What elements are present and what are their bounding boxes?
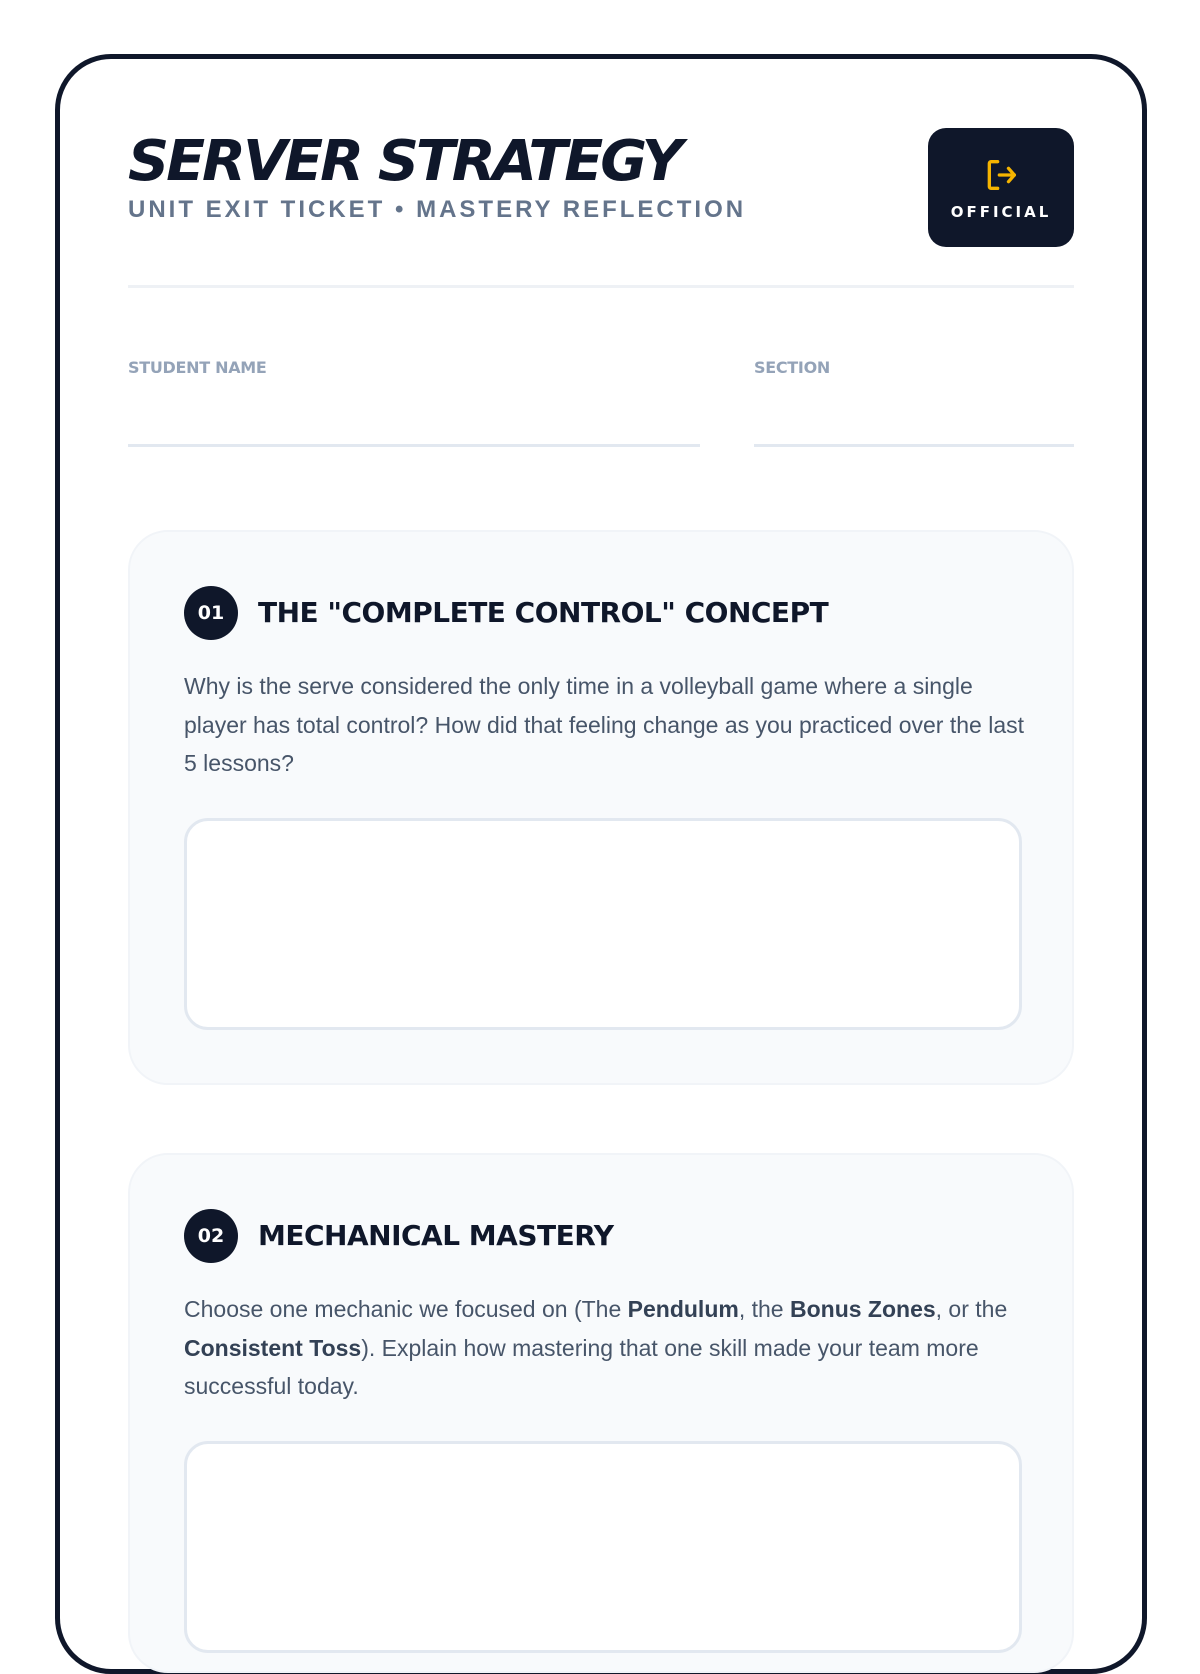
question-number-badge: 01 — [184, 586, 238, 640]
answer-box-2[interactable] — [184, 1441, 1022, 1653]
question-number-badge: 02 — [184, 1209, 238, 1263]
page-title: SERVER STRATEGY — [128, 129, 681, 194]
page-subtitle: UNIT EXIT TICKET • MASTERY REFLECTION — [128, 196, 747, 223]
badge-label: OFFICIAL — [950, 202, 1052, 221]
prompt-text: , or the — [935, 1296, 1008, 1322]
answer-box-1[interactable] — [184, 818, 1022, 1030]
question-prompt: Why is the serve considered the only time in a volleyball game where a single player has total control? How did that feeling change as you practiced over the last 5 lessons? — [184, 673, 1024, 776]
question-title: MECHANICAL MASTERY — [258, 1219, 614, 1252]
student-name-input[interactable] — [128, 444, 700, 447]
prompt-text: ). Explain how mastering that one skill made your team more successful today. — [184, 1334, 979, 1399]
section-label: SECTION — [754, 358, 830, 377]
prompt-emphasis-pendulum: Pendulum — [627, 1296, 739, 1322]
question-title: THE "COMPLETE CONTROL" CONCEPT — [258, 596, 829, 629]
student-name-label: STUDENT NAME — [128, 358, 267, 377]
prompt-emphasis-bonus-zones: Bonus Zones — [789, 1296, 936, 1322]
ticket-header — [128, 128, 1074, 288]
prompt-emphasis-consistent-toss: Consistent Toss — [184, 1334, 362, 1361]
student-name-field[interactable] — [128, 358, 700, 377]
question-prompt — [184, 1290, 1024, 1406]
section-field[interactable] — [754, 358, 1074, 377]
section-input[interactable] — [754, 444, 1074, 447]
question-card-2 — [128, 1153, 1074, 1673]
official-badge — [928, 128, 1074, 247]
exit-icon — [981, 155, 1021, 195]
prompt-text: Choose one mechanic we focused on (The — [184, 1296, 628, 1322]
question-card-1 — [128, 530, 1074, 1085]
prompt-text: , the — [738, 1296, 790, 1322]
